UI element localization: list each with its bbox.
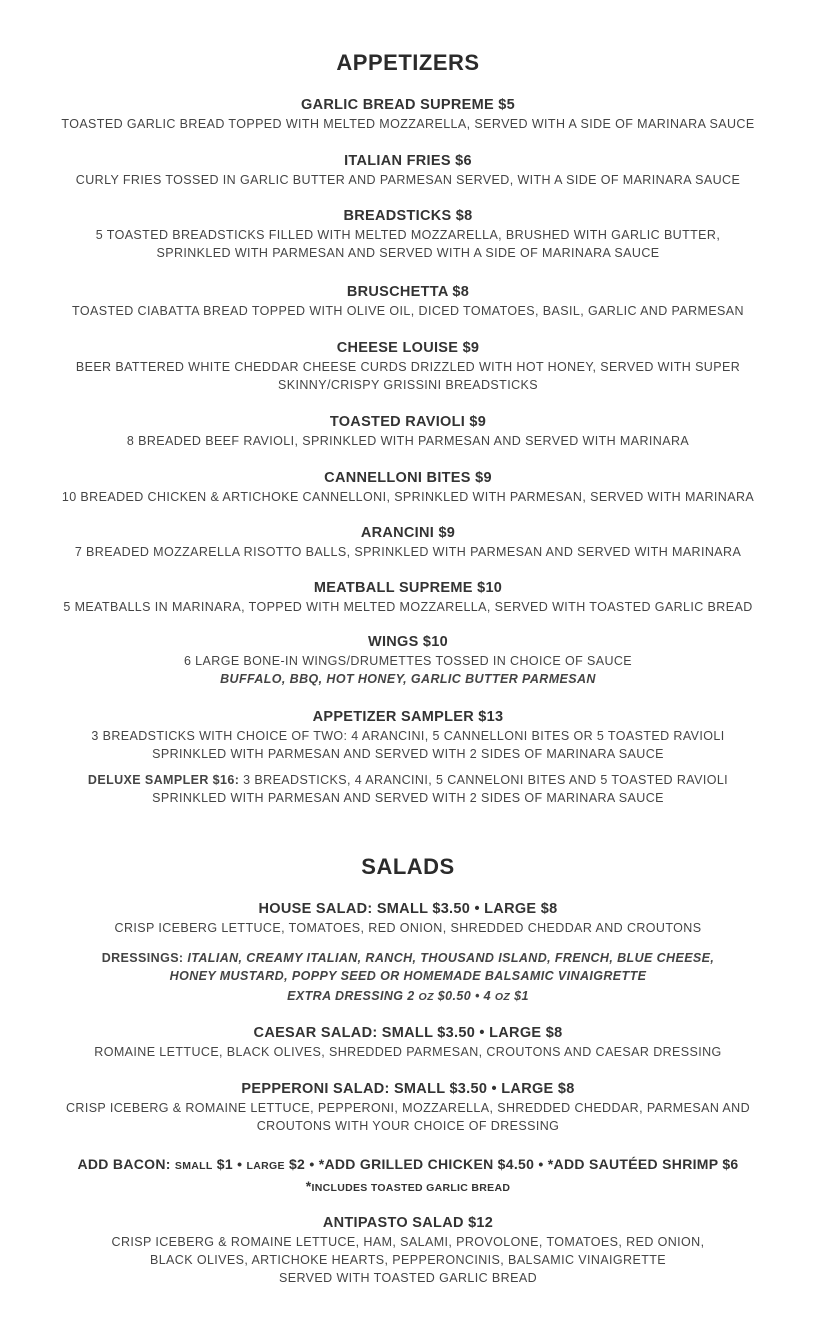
item-label: DELUXE SAMPLER $16: (87, 773, 240, 787)
item-description: 5 MEATBALLS IN MARINARA, TOPPED WITH MELTED MOZZARELLA, SERVED WITH TOASTED GARLIC BREAD (63, 600, 753, 614)
item-cannelloni-bites (0, 468, 816, 506)
addons-large: LARGE (246, 1160, 285, 1172)
extra-dressing-unit-2: OZ (494, 991, 511, 1003)
item-name: PEPPERONI SALAD: SMALL $3.50 • LARGE $8 (241, 1081, 575, 1097)
item-name: BREADSTICKS $8 (343, 208, 473, 224)
item-description-line-1: CRISP ICEBERG & ROMAINE LETTUCE, HAM, SALAMI, PROVOLONE, TOMATOES, RED ONION, (111, 1235, 705, 1249)
extra-dressing-unit-1: OZ (418, 991, 434, 1003)
item-antipasto-salad (0, 1213, 816, 1287)
item-description: 8 BREADED BEEF RAVIOLI, SPRINKLED WITH PARMESAN AND SERVED WITH MARINARA (126, 434, 690, 448)
addons-small: SMALL (174, 1160, 213, 1172)
appetizers-title: APPETIZERS (336, 50, 480, 75)
item-caesar-salad (0, 1023, 816, 1061)
wing-sauce-options: BUFFALO, BBQ, HOT HONEY, GARLIC BUTTER PARMESAN (220, 672, 596, 686)
item-wings (0, 632, 816, 688)
item-description-line-1 (0, 771, 816, 789)
item-name: CHEESE LOUISE $9 (336, 340, 480, 356)
extra-dressing-text-a: EXTRA DRESSING 2 (287, 989, 419, 1003)
addons-line (0, 1154, 816, 1176)
item-description: CURLY FRIES TOSSED IN GARLIC BUTTER AND PARMESAN SERVED, WITH A SIDE OF MARINARA SAUCE (75, 173, 741, 187)
item-description: TOASTED GARLIC BREAD TOPPED WITH MELTED MOZZARELLA, SERVED WITH A SIDE OF MARINARA SAUCE (61, 117, 755, 131)
item-house-salad (0, 899, 816, 937)
dressings-block (0, 949, 816, 1006)
item-description-line-1: 3 BREADSTICKS WITH CHOICE OF TWO: 4 ARANCINI, 5 CANNELLONI BITES OR 5 TOASTED RAVIOLI (91, 729, 725, 743)
addons-text-b: $1 • (212, 1156, 247, 1172)
item-description: 7 BREADED MOZZARELLA RISOTTO BALLS, SPRINKLED WITH PARMESAN AND SERVED WITH MARINARA (74, 545, 742, 559)
item-description-line-2: SKINNY/CRISPY GRISSINI BREADSTICKS (278, 378, 538, 392)
item-pepperoni-salad (0, 1079, 816, 1135)
item-description-line-2: SPRINKLED WITH PARMESAN AND SERVED WITH 2 SIDES OF MARINARA SAUCE (152, 791, 664, 805)
item-name: BRUSCHETTA $8 (346, 284, 470, 300)
item-description-line-1: 5 TOASTED BREADSTICKS FILLED WITH MELTED MOZZARELLA, BRUSHED WITH GARLIC BUTTER, (95, 228, 721, 242)
item-description-line-1: BEER BATTERED WHITE CHEDDAR CHEESE CURDS DRIZZLED WITH HOT HONEY, SERVED WITH SUPER (75, 360, 741, 374)
addons-note-star: * (305, 1178, 312, 1194)
item-arancini (0, 523, 816, 561)
item-description: TOASTED CIABATTA BREAD TOPPED WITH OLIVE OIL, DICED TOMATOES, BASIL, GARLIC AND PARMESAN (72, 304, 744, 318)
item-garlic-bread-supreme (0, 95, 816, 133)
dressings-label: DRESSINGS: (101, 951, 184, 965)
dressings-line-2: HONEY MUSTARD, POPPY SEED OR HOMEMADE BALSAMIC VINAIGRETTE (169, 969, 647, 983)
item-description-line-3: SERVED WITH TOASTED GARLIC BREAD (279, 1271, 537, 1285)
item-deluxe-sampler (0, 771, 816, 807)
item-name: MEATBALL SUPREME $10 (313, 580, 503, 596)
dressings-line-1 (0, 949, 816, 967)
item-description-line-1: CRISP ICEBERG & ROMAINE LETTUCE, PEPPERONI, MOZZARELLA, SHREDDED CHEDDAR, PARMESAN AND (65, 1101, 751, 1115)
item-description: 10 BREADED CHICKEN & ARTICHOKE CANNELLONI, SPRINKLED WITH PARMESAN, SERVED WITH MARINARA (61, 490, 755, 504)
addons-text-a: ADD BACON: (77, 1156, 175, 1172)
item-toasted-ravioli (0, 412, 816, 450)
item-description: CRISP ICEBERG LETTUCE, TOMATOES, RED ONION, SHREDDED CHEDDAR AND CROUTONS (114, 921, 702, 935)
extra-dressing-line (0, 987, 816, 1006)
item-description: 6 LARGE BONE-IN WINGS/DRUMETTES TOSSED IN CHOICE OF SAUCE (183, 654, 633, 668)
item-name: APPETIZER SAMPLER $13 (312, 709, 504, 725)
extra-dressing-text-b: $0.50 • 4 (433, 989, 495, 1003)
item-name: ANTIPASTO SALAD $12 (322, 1215, 494, 1231)
item-name: ARANCINI $9 (360, 525, 456, 541)
item-name: WINGS $10 (367, 634, 449, 650)
addons-note (0, 1176, 816, 1198)
item-italian-fries (0, 151, 816, 189)
item-appetizer-sampler (0, 707, 816, 763)
item-meatball-supreme (0, 578, 816, 616)
addons-text-c: $2 • *ADD GRILLED CHICKEN $4.50 • *ADD SAUTÉED SHRIMP $6 (284, 1156, 739, 1172)
item-name: CANNELLONI BITES $9 (324, 470, 492, 486)
item-description: ROMAINE LETTUCE, BLACK OLIVES, SHREDDED PARMESAN, CROUTONS AND CAESAR DRESSING (94, 1045, 722, 1059)
salads-title: SALADS (361, 854, 455, 879)
item-description-line-2: CROUTONS WITH YOUR CHOICE OF DRESSING (256, 1119, 560, 1133)
item-name: CAESAR SALAD: SMALL $3.50 • LARGE $8 (253, 1025, 563, 1041)
item-name: HOUSE SALAD: SMALL $3.50 • LARGE $8 (258, 901, 558, 917)
dressings-list-1: ITALIAN, CREAMY ITALIAN, RANCH, THOUSAND ISLAND, FRENCH, BLUE CHEESE, (183, 951, 715, 965)
item-name: ITALIAN FRIES $6 (344, 153, 472, 169)
item-breadsticks (0, 206, 816, 262)
item-description-line-2: SPRINKLED WITH PARMESAN AND SERVED WITH 2 SIDES OF MARINARA SAUCE (152, 747, 664, 761)
item-name: GARLIC BREAD SUPREME $5 (301, 97, 515, 113)
extra-dressing-text-c: $1 (510, 989, 529, 1003)
salad-addons (0, 1154, 816, 1198)
addons-note-text: INCLUDES TOASTED GARLIC BREAD (311, 1182, 511, 1194)
item-description-line-2: SPRINKLED WITH PARMESAN AND SERVED WITH A SIDE OF MARINARA SAUCE (156, 246, 660, 260)
item-cheese-louise (0, 338, 816, 394)
item-description-text: 3 BREADSTICKS, 4 ARANCINI, 5 CANNELONI BITES AND 5 TOASTED RAVIOLI (239, 773, 729, 787)
item-name: TOASTED RAVIOLI $9 (329, 414, 487, 430)
item-description-line-2: BLACK OLIVES, ARTICHOKE HEARTS, PEPPERONCINIS, BALSAMIC VINAIGRETTE (149, 1253, 667, 1267)
item-bruschetta (0, 282, 816, 320)
